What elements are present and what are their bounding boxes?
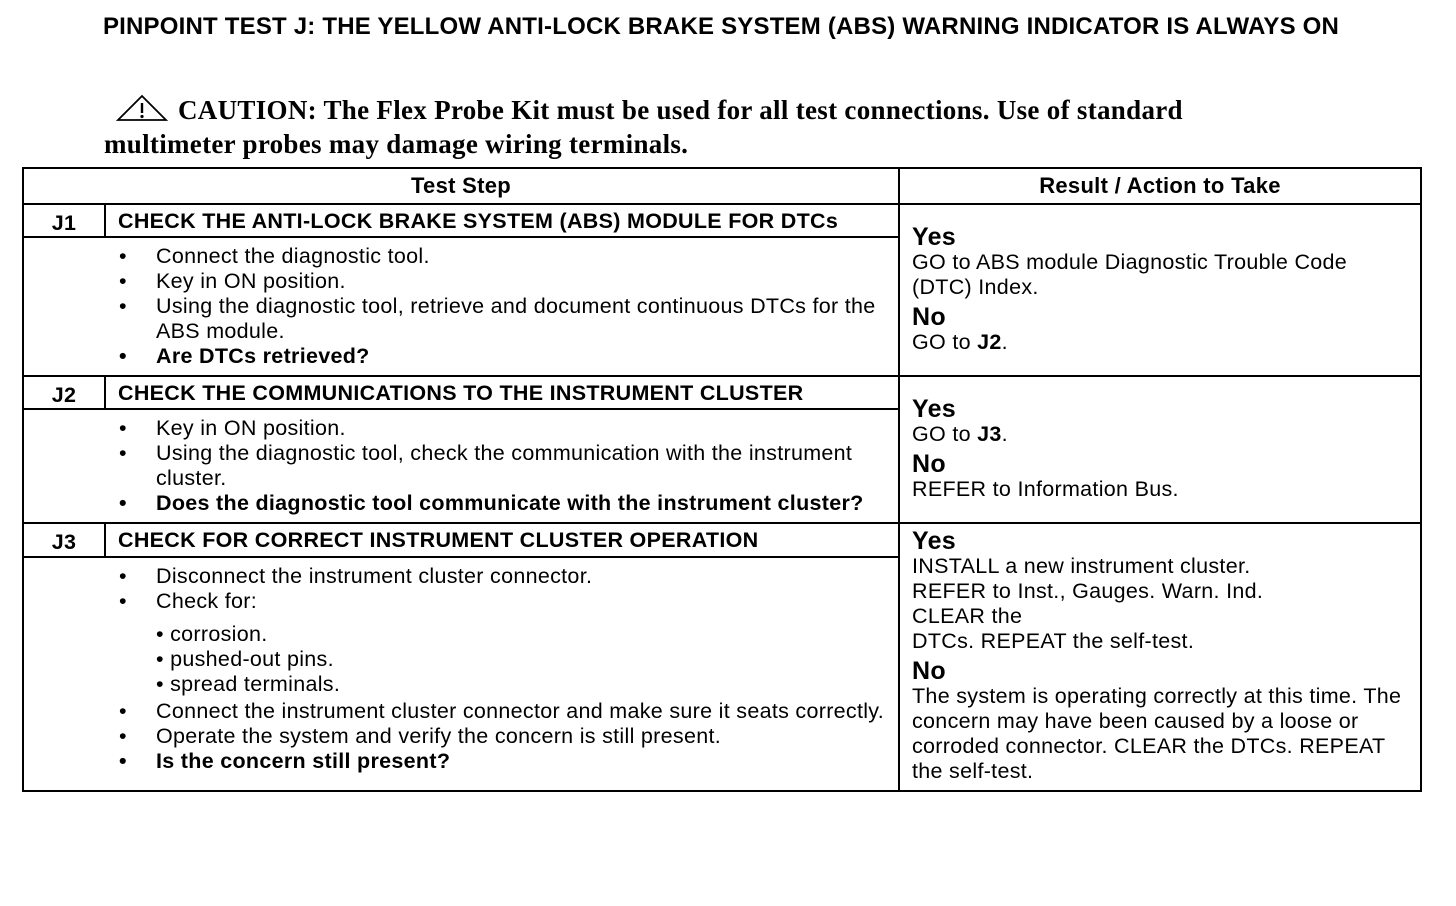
yes-label: Yes bbox=[912, 394, 957, 423]
caution-text: CAUTION: The Flex Probe Kit must be used for all test connections. Use of standard multimeter probes may damage wiring terminals. bbox=[104, 95, 1183, 159]
step-heading: CHECK THE COMMUNICATIONS TO THE INSTRUMENT CLUSTER bbox=[105, 376, 899, 409]
no-label: No bbox=[912, 657, 946, 685]
list-item-question: • Are DTCs retrieved? bbox=[24, 344, 888, 369]
sub-list-item: • pushed-out pins. bbox=[156, 647, 888, 672]
yes-action-line: DTCs. REPEAT the self-test. bbox=[912, 629, 1195, 653]
step-heading: CHECK THE ANTI-LOCK BRAKE SYSTEM (ABS) MODULE FOR DTCs bbox=[105, 204, 899, 237]
yes-action: GO to J3. bbox=[912, 421, 1008, 446]
no-action: The system is operating correctly at this time. The concern may have been caused by a loose or corroded connector. CLEAR the DTCs. REPEAT the self-test. bbox=[912, 684, 1402, 783]
table-row bbox=[23, 204, 1421, 237]
step-id: J1 bbox=[23, 204, 105, 237]
sub-list-item: • corrosion. bbox=[156, 622, 888, 647]
no-label: No bbox=[912, 302, 946, 331]
step-heading: CHECK FOR CORRECT INSTRUMENT CLUSTER OPERATION bbox=[105, 523, 899, 557]
list-item: • Check for: bbox=[24, 589, 888, 614]
list-item: • Connect the instrument cluster connector and make sure it seats correctly. bbox=[24, 699, 888, 724]
result-cell bbox=[899, 523, 1421, 791]
result-cell bbox=[899, 376, 1421, 523]
yes-label: Yes bbox=[912, 222, 957, 251]
no-action: REFER to Information Bus. bbox=[912, 476, 1179, 501]
yes-action-line: REFER to Inst., Gauges. Warn. Ind. bbox=[912, 579, 1264, 603]
sub-list bbox=[24, 622, 888, 697]
warning-triangle-icon bbox=[116, 94, 168, 129]
list-item: • Key in ON position. bbox=[24, 269, 888, 294]
list-item: • Using the diagnostic tool, retrieve and document continuous DTCs for the ABS module. bbox=[24, 294, 888, 344]
step-link[interactable]: J2 bbox=[977, 329, 1002, 354]
page-title: PINPOINT TEST J: THE YELLOW ANTI-LOCK BRAKE SYSTEM (ABS) WARNING INDICATOR IS ALWAYS ON bbox=[102, 13, 1340, 40]
table-row bbox=[23, 376, 1421, 409]
pinpoint-table bbox=[22, 167, 1422, 792]
step-id: J3 bbox=[23, 523, 105, 557]
list-item: • Using the diagnostic tool, check the communication with the instrument cluster. bbox=[24, 441, 888, 491]
yes-action: GO to ABS module Diagnostic Trouble Code (DTC) Index. bbox=[912, 249, 1348, 299]
result-cell bbox=[899, 204, 1421, 376]
table-header-row bbox=[23, 168, 1421, 204]
col-header-result: Result / Action to Take bbox=[899, 168, 1421, 204]
list-item: • Operate the system and verify the concern is still present. bbox=[24, 724, 888, 749]
list-item: • Disconnect the instrument cluster connector. bbox=[24, 564, 888, 589]
step-id: J2 bbox=[23, 376, 105, 409]
yes-label: Yes bbox=[912, 527, 957, 555]
yes-action-line: CLEAR the bbox=[912, 604, 1023, 628]
list-item: • Connect the diagnostic tool. bbox=[24, 244, 888, 269]
step-instructions bbox=[23, 409, 899, 523]
sub-list-item: • spread terminals. bbox=[156, 672, 888, 697]
step-instructions bbox=[23, 557, 899, 791]
list-item-question: • Does the diagnostic tool communicate with the instrument cluster? bbox=[24, 491, 888, 516]
no-action: GO to J2. bbox=[912, 329, 1008, 354]
col-header-test-step: Test Step bbox=[23, 168, 899, 204]
step-instructions bbox=[23, 237, 899, 376]
caution-note bbox=[104, 94, 1244, 160]
table-row bbox=[23, 523, 1421, 557]
list-item: • Key in ON position. bbox=[24, 416, 888, 441]
step-link[interactable]: J3 bbox=[977, 421, 1002, 446]
list-item-question: • Is the concern still present? bbox=[24, 749, 888, 774]
yes-action-line: INSTALL a new instrument cluster. bbox=[912, 554, 1251, 578]
no-label: No bbox=[912, 449, 946, 478]
